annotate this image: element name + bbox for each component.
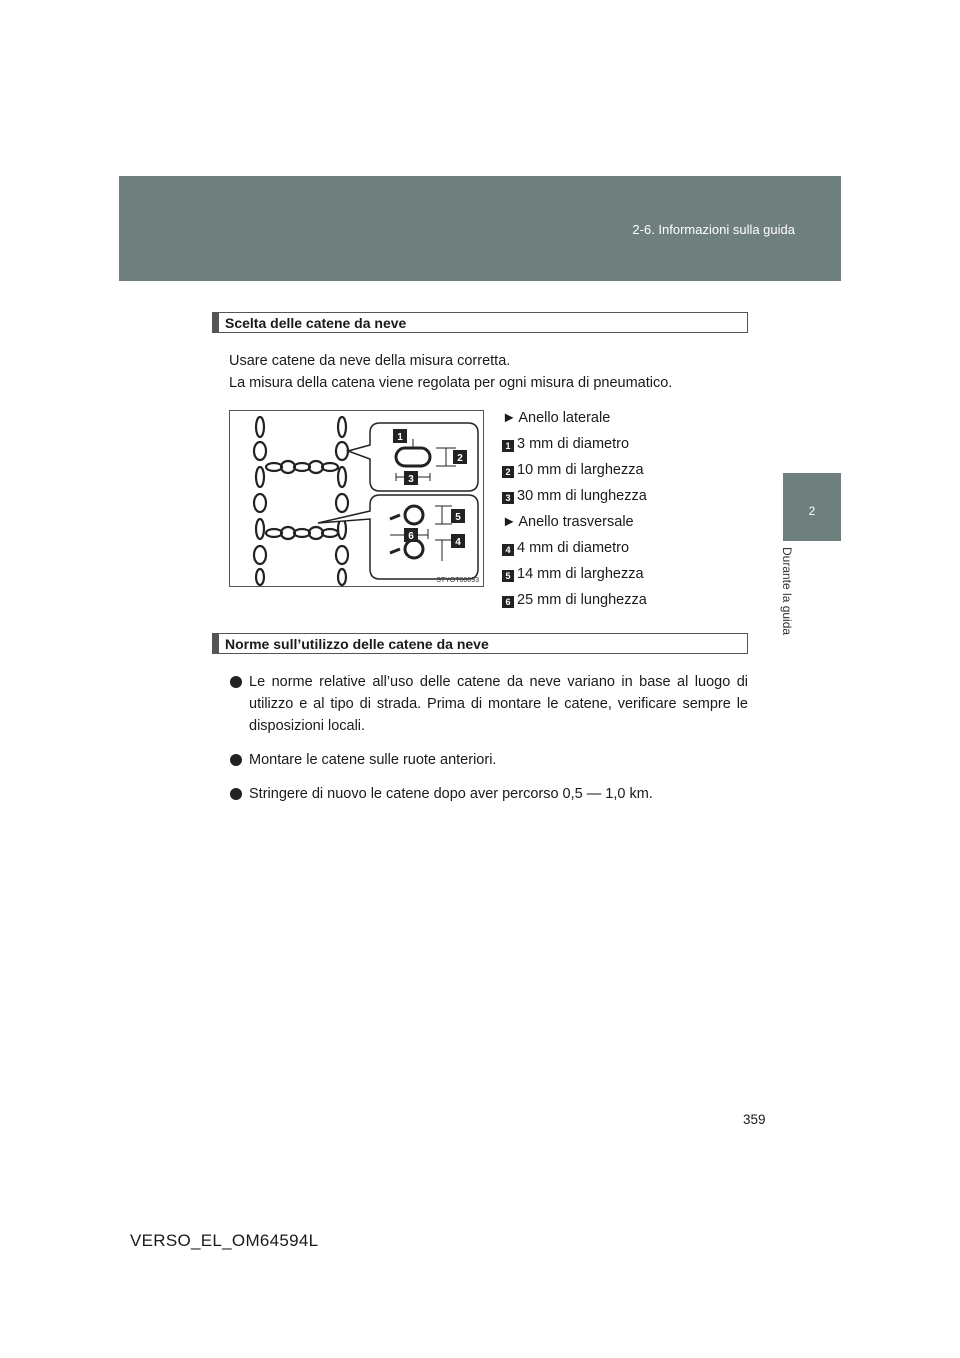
legend-item-6: 6 25 mm di lunghezza: [502, 592, 647, 608]
bullet-dot-icon: [230, 788, 242, 800]
rule-bullet-2: Montare le catene sulle ruote anteriori.: [230, 749, 748, 771]
number-1-icon: 1: [502, 440, 514, 452]
triangle-right-icon: ►: [502, 514, 517, 530]
intro-line-2: La misura della catena viene regolata per ogni misura di pneumatico.: [229, 375, 673, 391]
callout-1: 1: [397, 432, 403, 443]
snow-chain-illustration: [229, 410, 484, 587]
chapter-side-tab: [783, 473, 841, 541]
legend-item-1: 1 3 mm di diametro: [502, 436, 629, 452]
section-heading-marker: [213, 634, 219, 653]
callout-6: 6: [408, 531, 414, 542]
section-heading-text: Scelta delle catene da neve: [225, 315, 407, 331]
triangle-right-icon: ►: [502, 410, 517, 426]
callout-4: 4: [455, 537, 461, 548]
callout-5: 5: [455, 512, 461, 523]
rule-bullet-3: Stringere di nuovo le catene dopo aver percorso 0,5 — 1,0 km.: [230, 783, 748, 805]
rule-bullet-1: Le norme relative all’uso delle catene da neve variano in base al luogo di utilizzo e al tipo di strada. Prima di montare le catene, verificare sempre le disposizioni locali.: [230, 671, 748, 737]
legend-side-ring-title: ► Anello laterale: [502, 410, 611, 426]
section-heading-marker: [213, 313, 219, 332]
section-heading-chain-rules: [212, 633, 748, 654]
intro-line-1: Usare catene da neve della misura corretta.: [229, 353, 511, 369]
legend-item-5: 5 14 mm di larghezza: [502, 566, 644, 582]
legend-cross-ring-title: ► Anello trasversale: [502, 514, 634, 530]
page-number: 359: [743, 1112, 766, 1127]
bullet-dot-icon: [230, 754, 242, 766]
chapter-header-band: [119, 176, 841, 281]
legend-item-4: 4 4 mm di diametro: [502, 540, 629, 556]
callout-2: 2: [457, 453, 463, 464]
section-heading-text: Norme sull’utilizzo delle catene da neve: [225, 636, 489, 652]
bullet-dot-icon: [230, 676, 242, 688]
chapter-number: 2: [808, 504, 816, 518]
legend-item-3: 3 30 mm di lunghezza: [502, 488, 647, 504]
figure-code: STYOT00093: [436, 577, 479, 584]
chapter-side-label: [778, 547, 808, 667]
chapter-header-title: 2-6. Informazioni sulla guida: [632, 222, 795, 237]
number-6-icon: 6: [502, 596, 514, 608]
number-5-icon: 5: [502, 570, 514, 582]
legend-item-2: 2 10 mm di larghezza: [502, 462, 644, 478]
snow-chain-drawing: [230, 411, 483, 586]
number-4-icon: 4: [502, 544, 514, 556]
callout-3: 3: [408, 474, 414, 485]
document-id: VERSO_EL_OM64594L: [130, 1231, 319, 1250]
chapter-side-label-text: Durante la guida: [780, 547, 794, 636]
number-2-icon: 2: [502, 466, 514, 478]
section-heading-chain-selection: [212, 312, 748, 333]
number-3-icon: 3: [502, 492, 514, 504]
